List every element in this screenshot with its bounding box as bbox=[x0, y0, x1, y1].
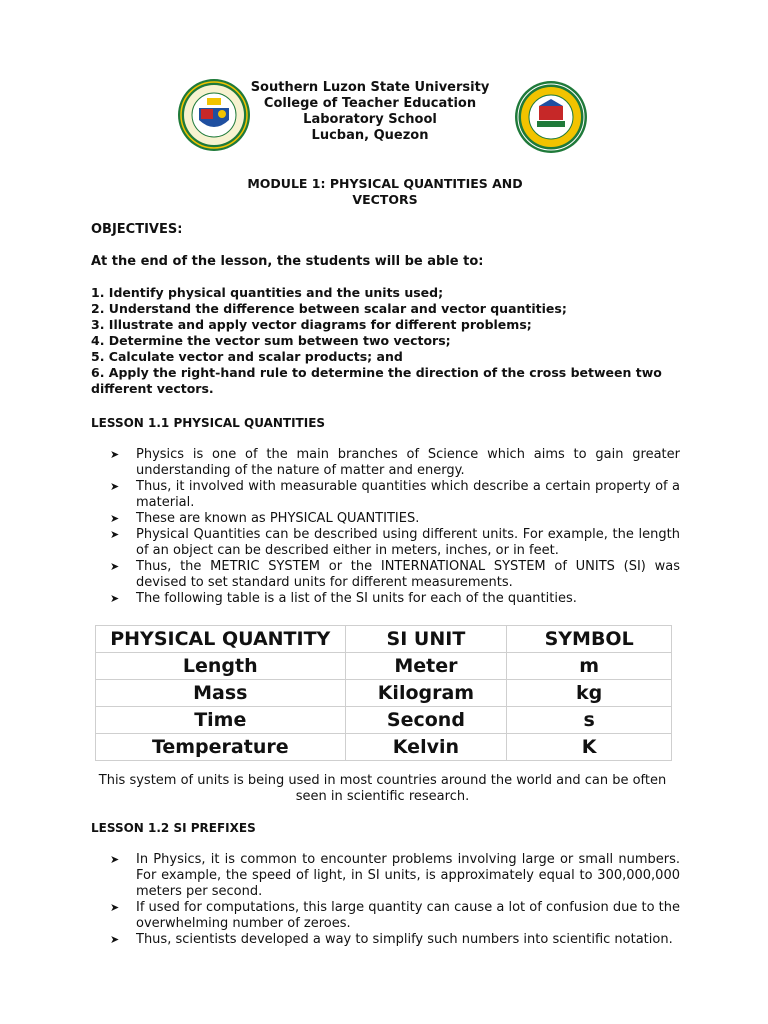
unit-cell: Kelvin bbox=[345, 734, 507, 761]
lesson-1-1-bullets bbox=[110, 447, 680, 607]
module-title-line2: VECTORS bbox=[352, 191, 418, 207]
symbol-cell: K bbox=[507, 734, 672, 761]
arrow-bullet-icon: ➤ bbox=[110, 901, 120, 914]
bullet-text: Thus, it involved with measurable quantities which describe a certain property of a material. bbox=[136, 479, 680, 510]
lesson-1-1-heading: LESSON 1.1 PHYSICAL QUANTITIES bbox=[91, 416, 326, 430]
arrow-bullet-icon: ➤ bbox=[110, 528, 120, 541]
arrow-bullet-icon: ➤ bbox=[110, 853, 120, 866]
bullet-text: Thus, the METRIC SYSTEM or the INTERNATIONAL SYSTEM of UNITS (SI) was devised to set standard units for different measurements. bbox=[136, 559, 680, 590]
objective-item: 2. Understand the difference between scalar and vector quantities; bbox=[91, 301, 567, 316]
objective-item: 5. Calculate vector and scalar products; and bbox=[91, 349, 403, 364]
symbol-cell: m bbox=[507, 653, 672, 680]
bullet-text: Thus, scientists developed a way to simplify such numbers into scientific notation. bbox=[136, 932, 673, 947]
laboratory-schools-seal-logo bbox=[514, 80, 588, 154]
quantity-cell: Mass bbox=[96, 680, 346, 707]
arrow-bullet-icon: ➤ bbox=[110, 933, 120, 946]
school-name: Laboratory School bbox=[303, 112, 437, 127]
bullet-text: If used for computations, this large quantity can cause a lot of confusion due to the overwhelming number of zeroes. bbox=[136, 900, 680, 931]
bullet-item bbox=[110, 447, 680, 479]
bullet-text: In Physics, it is common to encounter problems involving large or small numbers. For example, the speed of light, in SI units, is approximately equal to 300,000,000 meters per second. bbox=[136, 852, 680, 899]
bullet-item bbox=[110, 527, 680, 559]
unit-cell: Meter bbox=[345, 653, 507, 680]
objectives-intro: At the end of the lesson, the students will be able to: bbox=[91, 254, 484, 269]
school-location: Lucban, Quezon bbox=[311, 128, 429, 143]
bullet-text: These are known as PHYSICAL QUANTITIES. bbox=[136, 511, 420, 526]
objective-item: 4. Determine the vector sum between two vectors; bbox=[91, 333, 451, 348]
table-note: This system of units is being used in most countries around the world and can be often seen in scientific research. bbox=[98, 773, 667, 804]
objective-item: 1. Identify physical quantities and the units used; bbox=[91, 285, 444, 300]
lesson-1-2-heading: LESSON 1.2 SI PREFIXES bbox=[91, 821, 256, 835]
lesson-1-2-bullets bbox=[110, 852, 680, 948]
quantity-cell: Time bbox=[96, 707, 346, 734]
si-units-table bbox=[95, 625, 672, 761]
objectives-heading: OBJECTIVES: bbox=[91, 222, 183, 237]
table-row bbox=[96, 734, 672, 761]
table-header-row bbox=[96, 626, 672, 653]
bullet-text: The following table is a list of the SI units for each of the quantities. bbox=[136, 591, 577, 606]
table-row bbox=[96, 707, 672, 734]
arrow-bullet-icon: ➤ bbox=[110, 480, 120, 493]
bullet-item bbox=[110, 591, 680, 607]
module-title bbox=[200, 176, 570, 207]
objective-item: 6. Apply the right-hand rule to determine the direction of the cross between two different vectors. bbox=[91, 365, 662, 396]
objectives-list bbox=[91, 285, 691, 397]
arrow-bullet-icon: ➤ bbox=[110, 448, 120, 461]
quantity-cell: Temperature bbox=[96, 734, 346, 761]
bullet-item bbox=[110, 900, 680, 932]
bullet-item bbox=[110, 932, 680, 948]
quantity-cell: Length bbox=[96, 653, 346, 680]
institution-header bbox=[240, 80, 500, 144]
column-header-unit: SI UNIT bbox=[345, 626, 507, 653]
bullet-text: Physical Quantities can be described using different units. For example, the length of an object can be described either in meters, inches, or in feet. bbox=[136, 527, 680, 558]
bullet-item bbox=[110, 511, 680, 527]
unit-cell: Second bbox=[345, 707, 507, 734]
symbol-cell: s bbox=[507, 707, 672, 734]
column-header-quantity: PHYSICAL QUANTITY bbox=[96, 626, 346, 653]
table-row bbox=[96, 653, 672, 680]
arrow-bullet-icon: ➤ bbox=[110, 592, 120, 605]
bullet-item bbox=[110, 852, 680, 900]
bullet-item bbox=[110, 479, 680, 511]
bullet-text: Physics is one of the main branches of Science which aims to gain greater understanding of the nature of matter and energy. bbox=[136, 447, 680, 478]
module-title-line1: MODULE 1: PHYSICAL QUANTITIES AND bbox=[247, 176, 523, 191]
symbol-cell: kg bbox=[507, 680, 672, 707]
college-name: College of Teacher Education bbox=[263, 96, 477, 111]
arrow-bullet-icon: ➤ bbox=[110, 512, 120, 525]
table-row bbox=[96, 680, 672, 707]
arrow-bullet-icon: ➤ bbox=[110, 560, 120, 573]
column-header-symbol: SYMBOL bbox=[507, 626, 672, 653]
university-name: Southern Luzon State University bbox=[250, 80, 490, 95]
unit-cell: Kilogram bbox=[345, 680, 507, 707]
objective-item: 3. Illustrate and apply vector diagrams for different problems; bbox=[91, 317, 532, 332]
bullet-item bbox=[110, 559, 680, 591]
